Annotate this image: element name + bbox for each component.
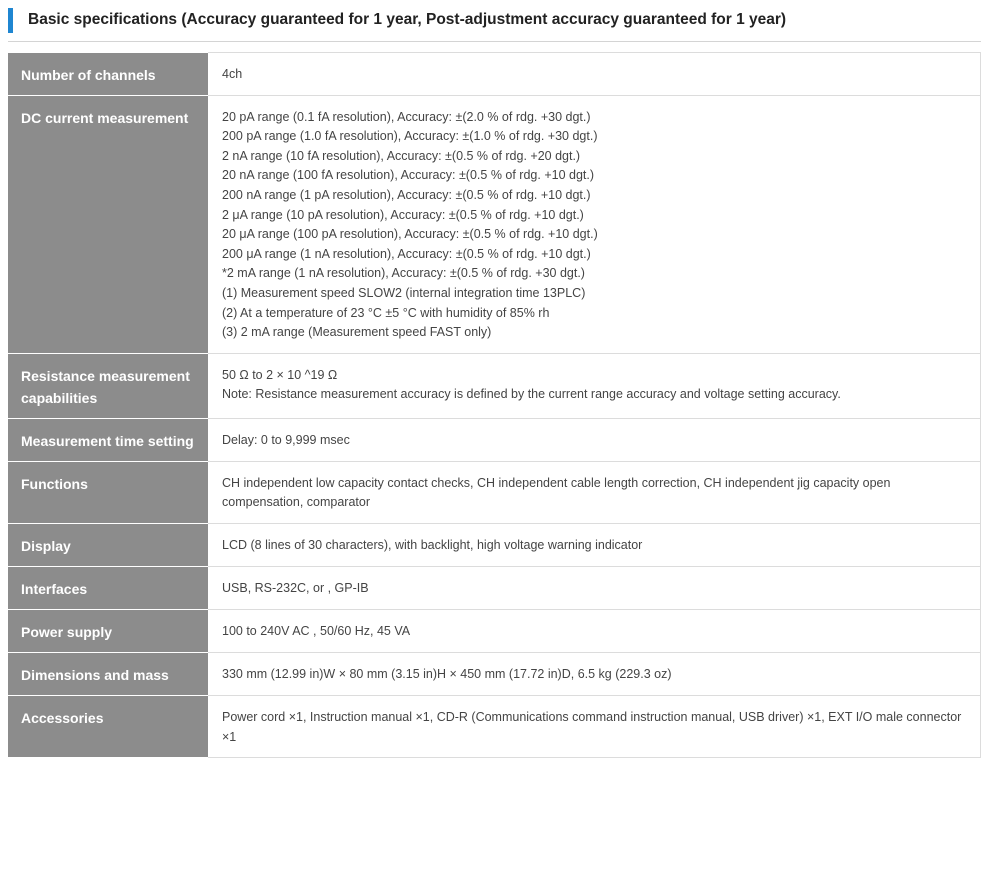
spec-value <box>208 695 981 757</box>
spec-row-display <box>8 523 981 566</box>
spec-row-channels <box>8 53 981 96</box>
spec-value <box>208 652 981 695</box>
spec-label: Interfaces <box>8 566 208 609</box>
spec-value <box>208 461 981 523</box>
spec-value-line: 20 nA range (100 fA resolution), Accuracy: ±(0.5 % of rdg. +10 dgt.) <box>222 168 595 183</box>
specifications-table <box>8 52 981 758</box>
spec-value-line: (3) 2 mA range (Measurement speed FAST only) <box>222 325 492 340</box>
spec-row-power-supply <box>8 609 981 652</box>
spec-label: Measurement time setting <box>8 418 208 461</box>
spec-value-line: 330 mm (12.99 in)W × 80 mm (3.15 in)H × 450 mm (17.72 in)D, 6.5 kg (229.3 oz) <box>222 666 672 681</box>
spec-value-line: CH independent low capacity contact checks, CH independent cable length correction, CH independent jig capacity open compensation, comparator <box>222 475 891 510</box>
heading-accent-bar <box>8 8 13 33</box>
spec-value <box>208 53 981 96</box>
spec-value-line: 20 pA range (0.1 fA resolution), Accuracy: ±(2.0 % of rdg. +30 dgt.) <box>222 109 591 124</box>
spec-value-line: (1) Measurement speed SLOW2 (internal integration time 13PLC) <box>222 285 586 300</box>
spec-value-line: *2 mA range (1 nA resolution), Accuracy: ±(0.5 % of rdg. +30 dgt.) <box>222 266 585 281</box>
spec-value-line: 2 μA range (10 pA resolution), Accuracy: ±(0.5 % of rdg. +10 dgt.) <box>222 207 584 222</box>
spec-label: DC current measurement <box>8 95 208 353</box>
spec-value-line: 100 to 240V AC , 50/60 Hz, 45 VA <box>222 623 411 638</box>
spec-label: Number of channels <box>8 53 208 96</box>
spec-row-functions <box>8 461 981 523</box>
spec-value <box>208 609 981 652</box>
spec-row-dc-current <box>8 95 981 353</box>
spec-value-line: 50 Ω to 2 × 10 ^19 Ω <box>222 367 338 382</box>
spec-page <box>0 4 1000 876</box>
spec-label: Display <box>8 523 208 566</box>
spec-value-line: 20 μA range (100 pA resolution), Accuracy: ±(0.5 % of rdg. +10 dgt.) <box>222 227 598 242</box>
spec-label: Accessories <box>8 695 208 757</box>
spec-value-line: Note: Resistance measurement accuracy is defined by the current range accuracy and voltage setting accuracy. <box>222 387 841 402</box>
section-heading <box>8 4 981 42</box>
spec-value-line: USB, RS-232C, or , GP-IB <box>222 580 369 595</box>
spec-row-measurement-time <box>8 418 981 461</box>
spec-row-interfaces <box>8 566 981 609</box>
spec-value <box>208 353 981 418</box>
spec-value-line: 2 nA range (10 fA resolution), Accuracy: ±(0.5 % of rdg. +20 dgt.) <box>222 148 581 163</box>
spec-value-line: LCD (8 lines of 30 characters), with backlight, high voltage warning indicator <box>222 537 643 552</box>
spec-value-line: 200 pA range (1.0 fA resolution), Accuracy: ±(1.0 % of rdg. +30 dgt.) <box>222 129 598 144</box>
spec-value-line: 200 nA range (1 pA resolution), Accuracy: ±(0.5 % of rdg. +10 dgt.) <box>222 187 591 202</box>
spec-value-line: 200 μA range (1 nA resolution), Accuracy: ±(0.5 % of rdg. +10 dgt.) <box>222 246 591 261</box>
spec-row-dimensions <box>8 652 981 695</box>
spec-label: Power supply <box>8 609 208 652</box>
spec-value-line: Delay: 0 to 9,999 msec <box>222 432 350 447</box>
spec-row-resistance <box>8 353 981 418</box>
spec-label: Dimensions and mass <box>8 652 208 695</box>
spec-value-line: Power cord ×1, Instruction manual ×1, CD-R (Communications command instruction manual, USB driver) ×1, EXT I/O male connector ×1 <box>222 709 962 744</box>
spec-value <box>208 95 981 353</box>
spec-value-line: 4ch <box>222 67 243 81</box>
section-title: Basic specifications (Accuracy guaranteed for 1 year, Post-adjustment accuracy guaranteed for 1 year) <box>28 11 787 28</box>
spec-value <box>208 418 981 461</box>
spec-label: Resistance measurement capabilities <box>8 353 208 418</box>
spec-row-accessories <box>8 695 981 757</box>
spec-label: Functions <box>8 461 208 523</box>
spec-value-line: (2) At a temperature of 23 °C ±5 °C with humidity of 85% rh <box>222 305 550 320</box>
spec-value <box>208 523 981 566</box>
spec-value <box>208 566 981 609</box>
